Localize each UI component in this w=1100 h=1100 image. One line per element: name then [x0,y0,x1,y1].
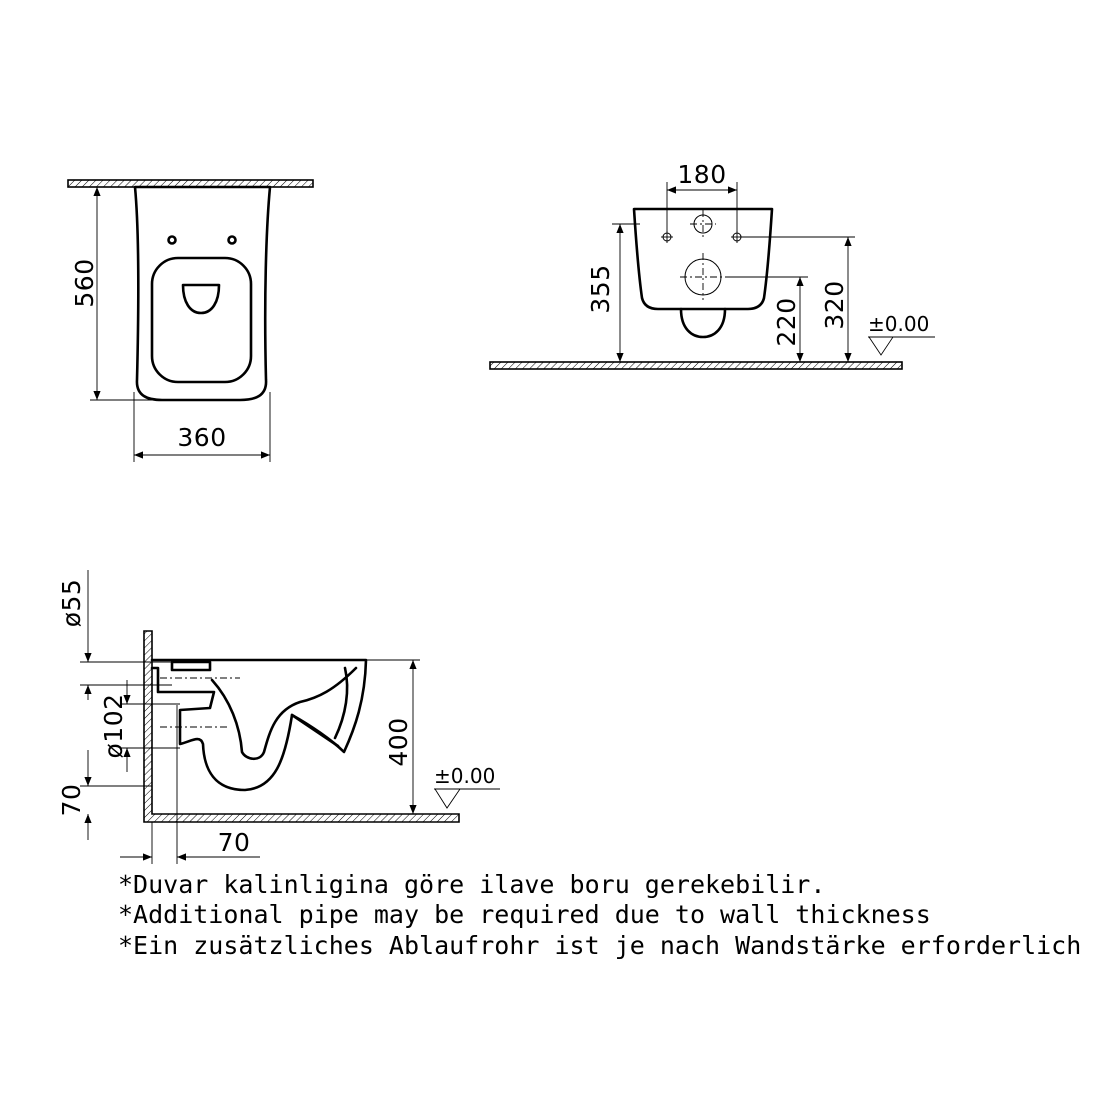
top-view-fixing-hole-right [229,237,236,244]
front-view-floor [490,362,902,369]
top-view [68,180,313,462]
side-view-wall-offset-label: 70 [217,828,251,857]
side-view-inlet-diameter-label: ø55 [57,578,86,628]
front-view-spacing-label: 180 [677,160,727,189]
side-view-level-label: ±0.00 [434,764,496,788]
front-view [490,160,935,369]
front-view-outlet-height-label: 220 [772,297,801,347]
side-view-outlet-diameter-label: ø102 [99,693,128,759]
note-english: *Additional pipe may be required due to wall thickness [118,900,931,929]
top-view-seat [152,258,251,382]
side-view-trap-outline [212,668,356,759]
front-view-outlet [681,309,725,337]
side-view-height-label: 400 [384,717,413,767]
top-view-length-label: 560 [70,258,99,308]
side-view [57,570,500,864]
side-view-level-triangle [435,789,460,808]
note-turkish: *Duvar kalinligina göre ilave boru gerekebilir. [118,870,826,899]
front-view-height-label: 355 [586,264,615,314]
top-view-flush-opening [183,285,219,313]
front-view-level-label: ±0.00 [868,312,930,336]
top-view-fixing-hole-left [169,237,176,244]
front-view-inlet-height-label: 320 [820,280,849,330]
side-view-bottom-offset-label: 70 [57,783,86,817]
side-view-bowl-outline [152,660,366,790]
installation-notes [118,870,1081,960]
front-view-level-triangle [869,337,893,355]
top-view-width-label: 360 [177,423,227,452]
note-german: *Ein zusätzliches Ablaufrohr ist je nach Wandstärke erforderlich [118,931,1082,960]
